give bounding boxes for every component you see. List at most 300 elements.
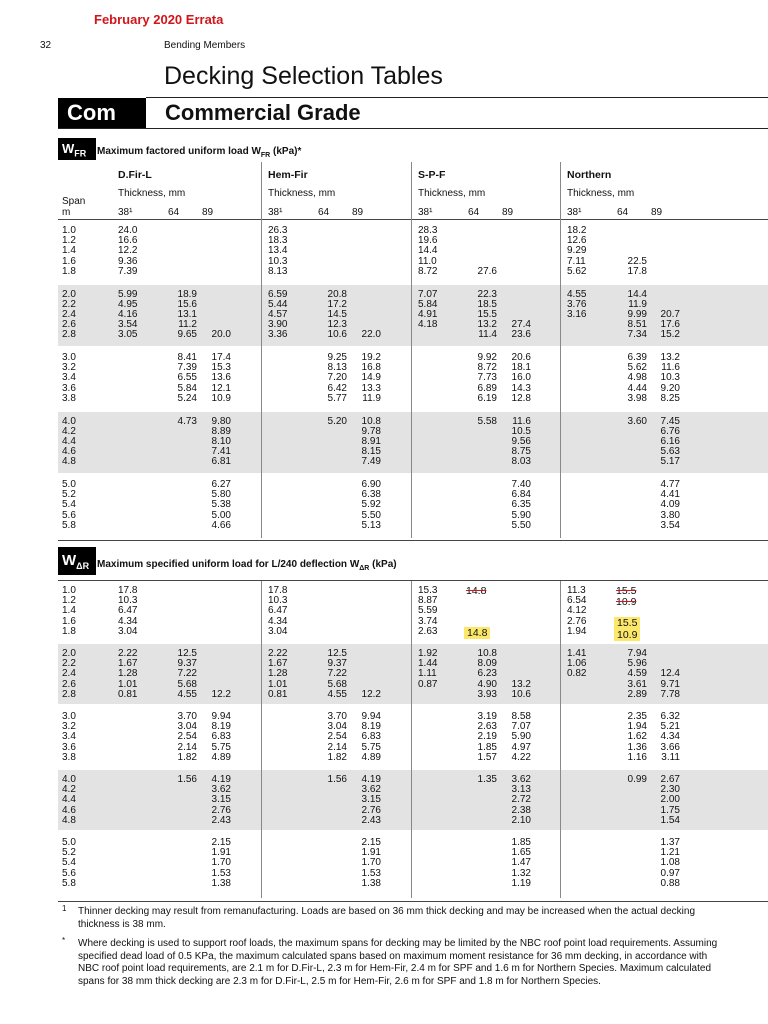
column-divider [560, 162, 561, 222]
table-cell: 2.10 [511, 814, 531, 826]
table-cell: 1.06 [567, 658, 587, 670]
table-cell: 5.20 [327, 415, 347, 427]
table-cell: 6.90 [361, 479, 381, 490]
thickness-label: Thickness, mm [118, 188, 186, 199]
table-cell: 20.0 [211, 329, 231, 341]
span-value: 2.4 [62, 308, 76, 320]
table-cell: 5.50 [511, 519, 531, 531]
table-cell: 22.0 [361, 329, 381, 341]
span-value: 2.2 [62, 658, 76, 670]
column-divider [411, 580, 412, 898]
table-cell: 15.2 [660, 329, 680, 341]
table-cell: 14.9 [361, 372, 381, 384]
table-cell: 6.19 [477, 392, 497, 404]
span-value: 1.2 [62, 595, 76, 607]
table-cell: 13.3 [361, 382, 381, 394]
species-heading: Hem-Fir [268, 169, 308, 181]
span-value: 2.8 [62, 688, 76, 700]
table-cell: 4.34 [118, 615, 138, 627]
table-cell: 4.41 [660, 489, 680, 501]
table-cell: 4.44 [627, 382, 647, 394]
thickness-value: 64 [468, 207, 480, 218]
table-cell: 6.16 [660, 435, 680, 447]
span-value: 4.8 [62, 814, 76, 826]
span-value: 2.0 [62, 648, 76, 659]
table-cell: 3.16 [567, 308, 587, 320]
table-cell: 6.38 [361, 489, 381, 501]
table-cell: 5.63 [660, 446, 680, 458]
table-cell: 8.72 [477, 362, 497, 374]
table-cell: 2.76 [361, 804, 381, 816]
table-cell: 1.01 [268, 678, 288, 690]
span-value: 1.4 [62, 605, 76, 617]
table-cell: 2.76 [211, 804, 231, 816]
table-cell: 7.22 [327, 668, 347, 680]
table-cell: 10.8 [361, 415, 381, 427]
table-cell: 17.6 [660, 319, 680, 331]
table-cell: 11.9 [628, 298, 647, 310]
table-cell: 4.89 [361, 751, 381, 763]
span-value: 3.0 [62, 352, 76, 363]
table-cell: 1.56 [177, 774, 197, 785]
table-cell: 3.70 [327, 711, 347, 722]
table-cell: 5.77 [327, 392, 347, 404]
table2-bottom-rule [58, 901, 768, 902]
table-cell: 6.47 [118, 605, 138, 617]
table-cell: 6.39 [627, 352, 647, 363]
span-value: 5.6 [62, 509, 76, 521]
table-cell: 3.62 [361, 784, 381, 796]
span-value: 4.4 [62, 794, 76, 806]
span-value: 2.6 [62, 319, 76, 331]
table-cell: 1.01 [118, 678, 138, 690]
table-cell: 9.25 [327, 352, 347, 363]
table-cell: 2.72 [511, 794, 531, 806]
table-cell: 13.4 [268, 245, 288, 257]
table-cell: 6.47 [268, 605, 288, 617]
span-value: 2.6 [62, 678, 76, 690]
table-cell: 11.9 [362, 392, 381, 404]
column-divider [560, 580, 561, 898]
table-cell: 10.6 [511, 688, 531, 700]
table-cell: 14.3 [511, 382, 531, 394]
table-cell: 14.4 [627, 288, 647, 300]
table-cell: 1.38 [361, 877, 381, 889]
errata-corrected-value: 10.9 [614, 629, 640, 641]
table-cell: 8.41 [177, 352, 197, 363]
span-value: 5.4 [62, 499, 76, 511]
table-cell: 9.80 [211, 415, 231, 427]
page-number: 32 [40, 40, 52, 51]
table-cell: 8.03 [511, 456, 531, 468]
table-cell: 15.5 [477, 308, 497, 320]
table-cell: 3.98 [627, 392, 647, 404]
span-value: 3.8 [62, 751, 76, 763]
species-heading: Northern [567, 169, 612, 181]
table-cell: 1.94 [567, 625, 587, 637]
table-cell: 20.6 [511, 352, 531, 363]
span-value: 3.4 [62, 731, 76, 743]
table-cell: 5.44 [268, 298, 288, 310]
header-rule [58, 219, 768, 220]
table-cell: 10.3 [268, 255, 288, 267]
table-cell: 3.60 [627, 415, 647, 427]
table-cell: 1.41 [567, 648, 587, 659]
thickness-value: 89 [202, 207, 214, 218]
table-cell: 8.75 [511, 446, 531, 458]
table-cell: 18.9 [177, 288, 197, 300]
table-cell: 1.67 [118, 658, 138, 670]
span-value: 4.4 [62, 435, 76, 447]
table-cell: 3.70 [177, 711, 197, 722]
table-cell: 7.39 [118, 265, 138, 277]
table-cell: 9.36 [118, 255, 138, 267]
table-cell: 3.66 [660, 741, 680, 753]
span-value: 1.0 [62, 225, 76, 236]
table-cell: 3.61 [627, 678, 647, 690]
table-cell: 14.4 [418, 245, 438, 257]
span-value: 1.6 [62, 255, 76, 267]
table-cell: 6.55 [177, 372, 197, 384]
table-cell: 2.54 [327, 731, 347, 743]
table-cell: 3.04 [268, 625, 288, 637]
table-cell: 2.89 [627, 688, 647, 700]
table-cell: 20.7 [660, 308, 680, 320]
table-cell: 13.2 [477, 319, 497, 331]
table-cell: 2.14 [177, 741, 197, 753]
table-cell: 5.96 [627, 658, 647, 670]
table-cell: 4.34 [660, 731, 680, 743]
table-cell: 9.78 [361, 425, 381, 437]
table-cell: 12.5 [177, 648, 197, 659]
table-cell: 3.76 [567, 298, 587, 310]
grade-tag: Com [58, 98, 146, 128]
table-cell: 5.84 [177, 382, 197, 394]
column-divider [261, 220, 262, 538]
table-cell: 12.3 [327, 319, 347, 331]
span-value: 3.6 [62, 382, 76, 394]
table-cell: 6.32 [660, 711, 680, 722]
table-cell: 1.36 [627, 741, 647, 753]
table-cell: 2.19 [477, 731, 497, 743]
wfr-symbol-icon: $W_{FR}$ [58, 138, 96, 160]
table-cell: 1.32 [511, 867, 531, 879]
table-cell: 13.6 [211, 372, 231, 384]
table-cell: 9.99 [627, 308, 647, 320]
table-cell: 8.09 [477, 658, 497, 670]
table-cell: 5.00 [211, 509, 231, 521]
table-cell: 17.2 [327, 298, 347, 310]
table-cell: 1.70 [211, 857, 231, 869]
table-cell: 5.90 [511, 509, 531, 521]
table-cell: 1.21 [660, 847, 680, 859]
thickness-value: 38¹ [118, 207, 133, 218]
table-cell: 6.81 [211, 456, 231, 468]
span-value: 3.0 [62, 711, 76, 722]
thickness-value: 64 [318, 207, 330, 218]
table-cell: 3.80 [660, 509, 680, 521]
table-cell: 13.2 [511, 678, 531, 690]
table-cell: 1.82 [177, 751, 197, 763]
table-cell: 16.6 [118, 235, 138, 247]
table-cell: 3.13 [511, 784, 531, 796]
table-cell: 0.87 [418, 678, 438, 690]
table-cell: 1.28 [268, 668, 288, 680]
table-cell: 5.17 [660, 456, 680, 468]
table-cell: 0.81 [268, 688, 288, 700]
table-cell: 4.55 [177, 688, 197, 700]
table-cell: 7.73 [477, 372, 497, 384]
span-value: 4.6 [62, 804, 76, 816]
thickness-value: 38¹ [418, 207, 433, 218]
table-cell: 17.4 [211, 352, 231, 363]
table-cell: 8.19 [361, 721, 381, 733]
table-cell: 8.87 [418, 595, 438, 607]
errata-struck-value: 15.5 [616, 585, 637, 597]
table-cell: 8.89 [211, 425, 231, 437]
table-cell: 4.18 [418, 319, 438, 331]
table-cell: 1.85 [477, 741, 497, 753]
table-cell: 4.22 [511, 751, 531, 763]
table-cell: 1.19 [511, 877, 531, 889]
table-cell: 23.6 [511, 329, 531, 341]
table2-caption: Maximum specified uniform load for L/240 deflection $W_{\Delta R}$ (kPa) [97, 559, 397, 572]
table-cell: 3.15 [361, 794, 381, 806]
table-cell: 1.08 [660, 857, 680, 869]
table-cell: 1.62 [627, 731, 647, 743]
table-cell: 7.45 [660, 415, 680, 427]
table-cell: 12.2 [211, 688, 231, 700]
span-value: 3.2 [62, 721, 76, 733]
table-cell: 1.57 [477, 751, 497, 763]
table-cell: 4.55 [567, 288, 587, 300]
table-cell: 9.37 [327, 658, 347, 670]
table-cell: 11.2 [178, 319, 197, 331]
table-cell: 3.04 [177, 721, 197, 733]
table-cell: 11.4 [478, 329, 497, 341]
table-cell: 12.4 [660, 668, 680, 680]
table-cell: 5.90 [511, 731, 531, 743]
table-cell: 6.23 [477, 668, 497, 680]
table-cell: 5.62 [567, 265, 587, 277]
table-cell: 5.13 [361, 519, 381, 531]
table-cell: 3.62 [211, 784, 231, 796]
thickness-value: 38¹ [567, 207, 582, 218]
thickness-value: 89 [502, 207, 514, 218]
table-cell: 9.56 [511, 435, 531, 447]
table-cell: 4.55 [327, 688, 347, 700]
table-cell: 18.2 [567, 225, 587, 236]
table-cell: 2.76 [567, 615, 587, 627]
span-value: 3.6 [62, 741, 76, 753]
table-cell: 1.94 [627, 721, 647, 733]
table-cell: 7.41 [211, 446, 231, 458]
table-cell: 6.42 [327, 382, 347, 394]
table-cell: 2.54 [177, 731, 197, 743]
thickness-value: 89 [651, 207, 663, 218]
errata-corrected-value: 15.5 [614, 617, 640, 629]
table-cell: 7.22 [177, 668, 197, 680]
table-cell: 8.58 [511, 711, 531, 722]
species-heading: S-P-F [418, 169, 446, 181]
table-cell: 22.3 [477, 288, 497, 300]
table-cell: 2.63 [477, 721, 497, 733]
table-cell: 1.82 [327, 751, 347, 763]
table-cell: 5.21 [660, 721, 680, 733]
table-cell: 9.92 [477, 352, 497, 363]
table-cell: 9.29 [567, 245, 587, 257]
table-cell: 7.07 [511, 721, 531, 733]
table-cell: 8.13 [327, 362, 347, 374]
table-cell: 8.72 [418, 265, 438, 277]
footnote-2: Where decking is used to support roof loads, the maximum spans for decking may be limited by the NBC roof point load requirements. Assuming specified dead load of 0.5 KPa, the maximum calculated spans based on maximum moment resistance for 36 mm decking, in accordance with NBC roof point load requirements, are 2.1 m for D.Fir-L, 2.3 m for Hem-Fir, 2.4 m for SPF and 1.6 m for Northern Species. Maximum calculated spans for 38 mm thick decking are 2.3 m for D.Fir-L, 2.5 m for Hem-Fir, 2.6 m for SPF and 1.8 m for Northern Species. [78, 938, 718, 987]
thickness-value: 38¹ [268, 207, 283, 218]
span-value: 5.0 [62, 837, 76, 848]
table-cell: 3.93 [477, 688, 497, 700]
span-value: 5.8 [62, 877, 76, 889]
table-cell: 5.75 [361, 741, 381, 753]
thickness-value: 64 [168, 207, 180, 218]
table-cell: 13.1 [177, 308, 197, 320]
errata-struck-value: 14.8 [466, 585, 487, 597]
thickness-value: 64 [617, 207, 629, 218]
table-cell: 11.0 [418, 255, 437, 267]
span-value: 4.0 [62, 415, 76, 427]
table-cell: 18.3 [268, 235, 288, 247]
table-cell: 12.2 [118, 245, 138, 257]
span-unit: m [62, 207, 71, 218]
table-cell: 17.8 [627, 265, 647, 277]
table-cell: 1.37 [660, 837, 680, 848]
table-cell: 12.6 [567, 235, 587, 247]
table-cell: 7.94 [627, 648, 647, 659]
table-cell: 2.43 [361, 814, 381, 826]
table-cell: 2.14 [327, 741, 347, 753]
table-cell: 12.8 [511, 392, 531, 404]
section-name: Bending Members [164, 40, 246, 51]
span-value: 3.8 [62, 392, 76, 404]
table-cell: 4.95 [118, 298, 138, 310]
wdr-symbol-icon: $W_{\Delta R}$ [58, 547, 96, 575]
table-cell: 3.04 [118, 625, 138, 637]
table-cell: 17.8 [268, 585, 288, 596]
table-cell: 18.1 [511, 362, 531, 374]
table-cell: 5.59 [418, 605, 438, 617]
table-cell: 4.19 [361, 774, 381, 785]
table-cell: 2.43 [211, 814, 231, 826]
table-cell: 5.38 [211, 499, 231, 511]
table-cell: 17.8 [118, 585, 138, 596]
table-cell: 16.0 [511, 372, 531, 384]
table-cell: 3.74 [418, 615, 438, 627]
span-value: 4.6 [62, 446, 76, 458]
column-divider [411, 162, 412, 222]
page-title: Decking Selection Tables [164, 62, 443, 90]
table-cell: 0.97 [660, 867, 680, 879]
table-cell: 28.3 [418, 225, 438, 236]
table-cell: 0.88 [660, 877, 680, 889]
table-cell: 11.3 [567, 585, 586, 596]
span-value: 4.0 [62, 774, 76, 785]
span-value: 1.0 [62, 585, 76, 596]
table-cell: 12.5 [327, 648, 347, 659]
table-cell: 5.68 [177, 678, 197, 690]
span-value: 1.2 [62, 235, 76, 247]
table-cell: 2.22 [118, 648, 138, 659]
table-cell: 2.00 [660, 794, 680, 806]
table-cell: 22.5 [627, 255, 647, 267]
table-cell: 8.25 [660, 392, 680, 404]
span-value: 3.4 [62, 372, 76, 384]
table-cell: 5.50 [361, 509, 381, 521]
table-cell: 1.54 [660, 814, 680, 826]
span-value: 5.6 [62, 867, 76, 879]
table-cell: 1.91 [361, 847, 381, 859]
span-value: 4.2 [62, 784, 76, 796]
table-cell: 24.0 [118, 225, 138, 236]
table-cell: 10.9 [211, 392, 231, 404]
table-cell: 2.30 [660, 784, 680, 796]
table-cell: 3.36 [268, 329, 288, 341]
table-cell: 4.59 [627, 668, 647, 680]
table-cell: 7.49 [361, 456, 381, 468]
table-cell: 4.19 [211, 774, 231, 785]
column-divider [261, 162, 262, 222]
table-cell: 11.6 [661, 362, 680, 374]
table-cell: 26.3 [268, 225, 288, 236]
span-value: 4.8 [62, 456, 76, 468]
table-cell: 27.6 [477, 265, 497, 277]
table-cell: 4.09 [660, 499, 680, 511]
title-rule [146, 97, 768, 98]
table-cell: 15.6 [177, 298, 197, 310]
table-cell: 9.71 [660, 678, 680, 690]
table-cell: 12.2 [361, 688, 381, 700]
table-cell: 1.47 [511, 857, 531, 869]
table-cell: 1.35 [477, 774, 497, 785]
table-cell: 0.82 [567, 668, 587, 680]
table-cell: 10.8 [477, 648, 497, 659]
footnote-mark: * [62, 936, 66, 945]
span-value: 4.2 [62, 425, 76, 437]
table-cell: 4.66 [211, 519, 231, 531]
table-cell: 2.15 [361, 837, 381, 848]
table-cell: 5.84 [418, 298, 438, 310]
table-cell: 4.34 [268, 615, 288, 627]
errata-struck-value: 10.9 [616, 596, 637, 608]
table-cell: 2.63 [418, 625, 438, 637]
table-cell: 7.78 [660, 688, 680, 700]
table-cell: 1.44 [418, 658, 438, 670]
table-bottom-rule [58, 540, 768, 541]
table-cell: 3.62 [511, 774, 531, 785]
table-cell: 5.62 [627, 362, 647, 374]
span-value: 5.2 [62, 847, 76, 859]
table-cell: 7.34 [627, 329, 647, 341]
errata-corrected-value: 14.8 [464, 627, 490, 639]
table-cell: 8.15 [361, 446, 381, 458]
table-cell: 4.73 [177, 415, 197, 427]
table-cell: 1.85 [511, 837, 531, 848]
span-value: 5.4 [62, 857, 76, 869]
span-value: 2.8 [62, 329, 76, 341]
table-cell: 10.5 [511, 425, 531, 437]
footnote-mark: 1 [62, 904, 67, 913]
table-cell: 1.28 [118, 668, 138, 680]
table-cell: 1.56 [327, 774, 347, 785]
table-cell: 9.37 [177, 658, 197, 670]
table-cell: 6.54 [567, 595, 587, 607]
